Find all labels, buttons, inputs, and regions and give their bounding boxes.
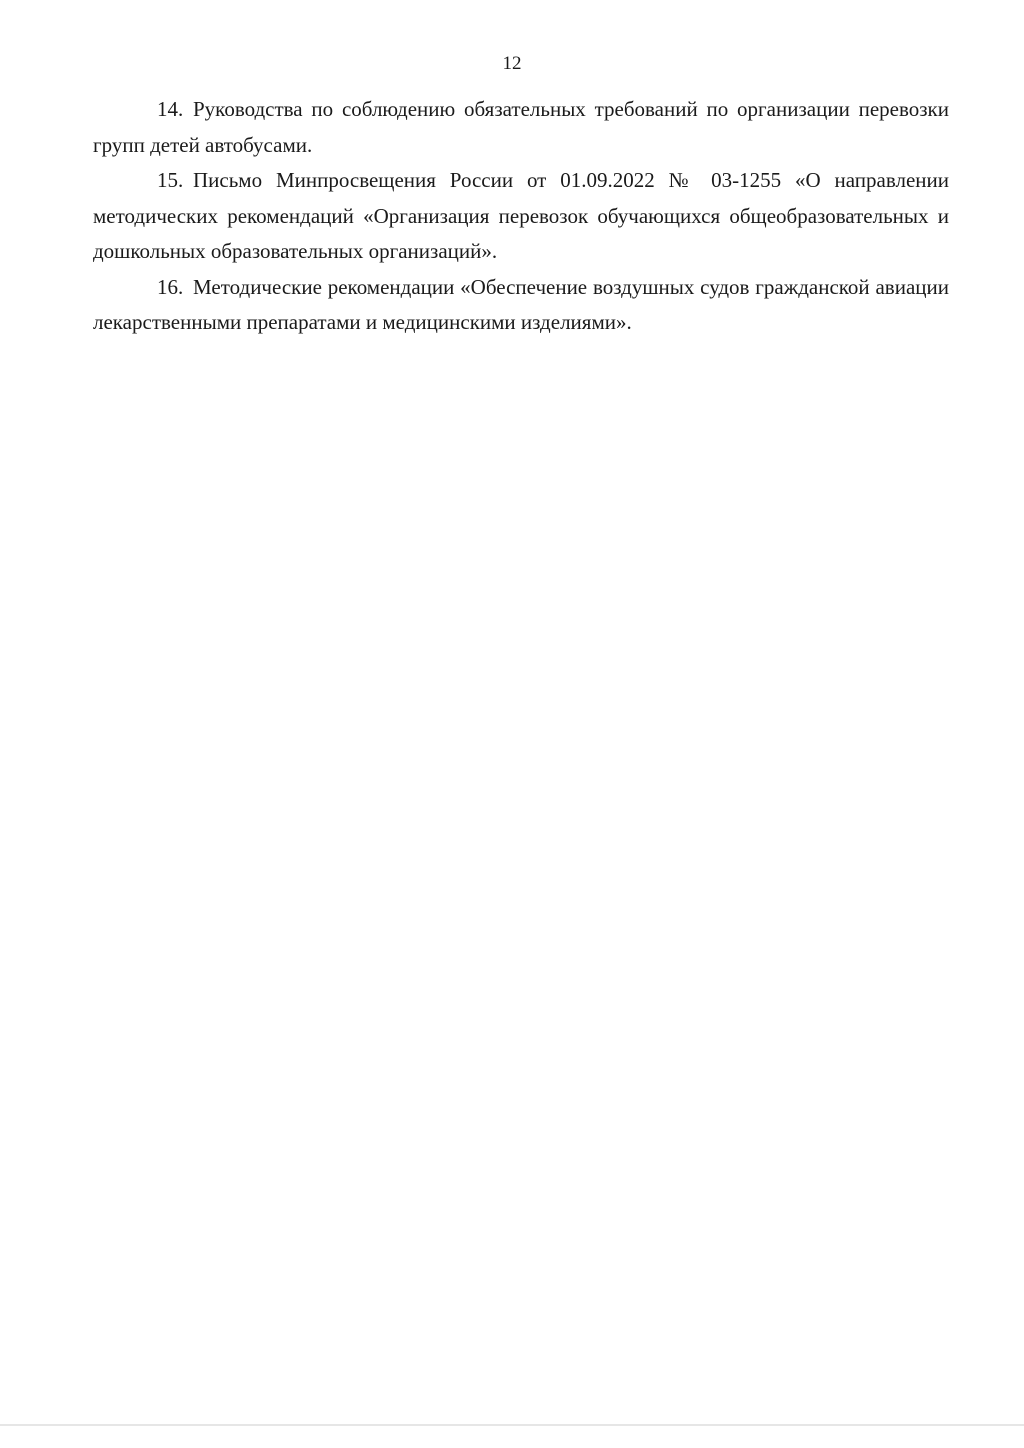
page-number: 12 [502,53,522,74]
item-text: Методические рекомендации «Обеспечение воздушных судов гражданской авиации лекарственными препаратами и медицинскими изделиями». [93,274,949,334]
page-bottom-edge [0,1424,1024,1426]
document-body [93,92,949,341]
list-item-14 [93,92,949,163]
item-number: 15. [157,168,184,192]
item-number: 16. [157,274,184,299]
item-text: Руководства по соблюдению обязательных требований по организации перевозки групп детей автобусами. [93,97,949,157]
list-item-16 [93,270,949,341]
list-item-15 [93,163,949,270]
item-number: 14. [157,97,184,121]
item-text: Письмо Минпросвещения России от 01.09.2022 № 03-1255 «О направлении методических рекомендаций «Организация перевозок обучающихся общеобразовательных и дошкольных образовательных организаций». [93,168,949,263]
